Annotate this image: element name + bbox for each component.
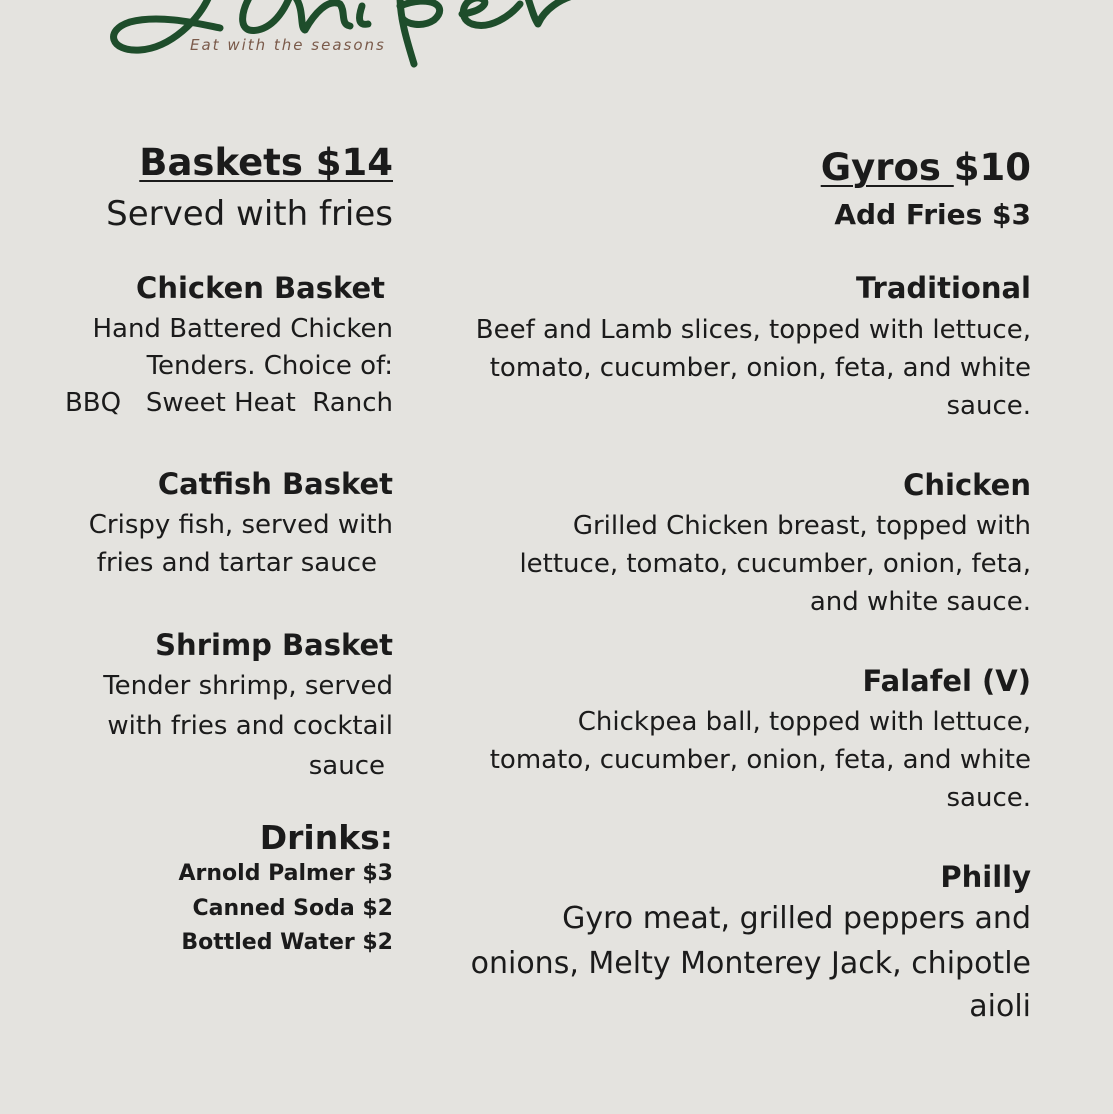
item-desc-line: Tender shrimp, served [103, 671, 393, 701]
item-desc-line: Hand Battered Chicken [92, 314, 393, 344]
item-name: Philly [940, 860, 1031, 894]
item-desc-line: sauce. [946, 783, 1031, 813]
gyros-title-word: Gyros [820, 146, 954, 189]
baskets-subtitle: Served with fries [106, 194, 393, 234]
item-desc-line: BBQ Sweet Heat Ranch [64, 388, 393, 418]
item-name: Traditional [855, 271, 1031, 305]
item-desc-line: Gyro meat, grilled peppers and [562, 901, 1031, 936]
item-desc-line: tomato, cucumber, onion, feta, and white [489, 745, 1031, 775]
item-name: Catfish Basket [157, 467, 393, 501]
item-name: Chicken [903, 468, 1031, 502]
item-name: Shrimp Basket [155, 628, 393, 662]
item-desc-line: with fries and cocktail [107, 711, 393, 741]
baskets-section [13, 0, 393, 1114]
item-desc-line: Beef and Lamb slices, topped with lettuce, [475, 315, 1031, 345]
gyros-subtitle: Add Fries $3 [834, 198, 1031, 231]
item-name: Chicken Basket [136, 271, 385, 305]
item-desc-line: tomato, cucumber, onion, feta, and white [489, 353, 1031, 383]
item-desc-line: Chickpea ball, topped with lettuce, [577, 707, 1031, 737]
item-name: Falafel (V) [862, 664, 1031, 698]
item-desc-line: Tenders. Choice of: [146, 351, 393, 381]
drink-item: Canned Soda $2 [192, 896, 393, 921]
drink-item: Arnold Palmer $3 [178, 861, 393, 886]
item-desc-line: onions, Melty Monterey Jack, chipotle [470, 946, 1031, 981]
item-desc-line: sauce [308, 751, 385, 781]
drinks-title: Drinks: [259, 818, 393, 857]
baskets-title: Baskets $14 [139, 141, 393, 184]
item-desc-line: aioli [969, 989, 1031, 1024]
item-desc-line: Crispy fish, served with [88, 510, 393, 540]
gyros-title [821, 146, 1031, 189]
item-desc-line: sauce. [946, 391, 1031, 421]
tagline: Eat with the seasons [190, 36, 386, 54]
drink-item: Bottled Water $2 [181, 930, 393, 955]
item-desc-line: fries and tartar sauce [96, 548, 377, 578]
item-desc-line: and white sauce. [809, 587, 1031, 617]
item-desc-line: Grilled Chicken breast, topped with [572, 511, 1031, 541]
item-desc-line: lettuce, tomato, cucumber, onion, feta, [519, 549, 1031, 579]
gyros-section [391, 0, 1031, 1114]
gyros-title-price: $10 [953, 146, 1031, 189]
